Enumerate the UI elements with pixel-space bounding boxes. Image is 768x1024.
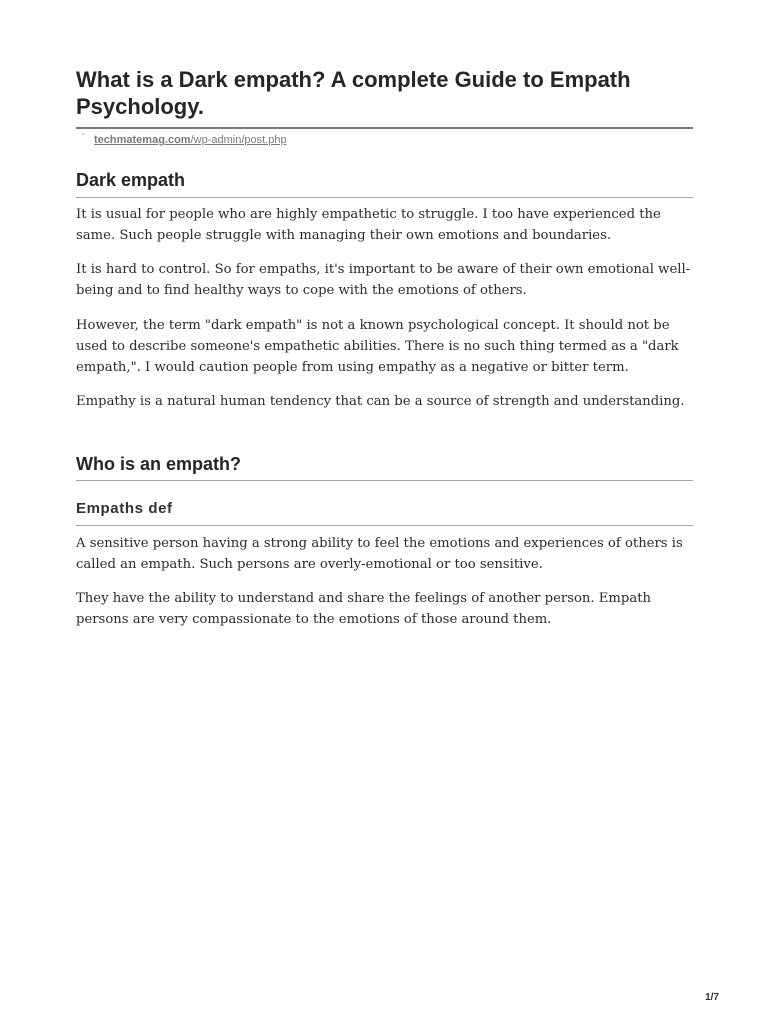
heading-who-is-empath: Who is an empath? [76, 454, 242, 474]
paragraph: It is usual for people who are highly empathetic to struggle. I too have experienced the same. Such people struggle with managing their own emotions and boundaries. [76, 207, 661, 243]
paragraph: They have the ability to understand and share the feelings of another person. Empath persons are very compassionate to the emotions of those around them. [76, 591, 652, 627]
heading-divider [76, 197, 693, 198]
page-number: 1/7 [705, 992, 719, 1003]
paragraph: However, the term "dark empath" is not a known psychological concept. It should not be used to describe someone's empathetic abilities. There is no such thing termed as a "dark empath,". I would caution people from using empathy as a negative or bitter term. [76, 318, 679, 375]
source-domain: techmatemag.com [94, 134, 191, 146]
heading-divider [76, 480, 693, 481]
heading-dark-empath: Dark empath [76, 170, 186, 190]
paragraph: It is hard to control. So for empaths, it's important to be aware of their own emotional well-being and to find healthy ways to cope with the emotions of others. [76, 262, 691, 298]
source-link[interactable] [94, 134, 287, 146]
paragraph: A sensitive person having a strong ability to feel the emotions and experiences of others is called an empath. Such persons are overly-emotional or too sensitive. [76, 536, 683, 572]
source-path: /wp-admin/post.php [190, 134, 287, 146]
paragraph: Empathy is a natural human tendency that can be a source of strength and understanding. [76, 394, 685, 409]
bullet-icon: ° [82, 133, 85, 140]
page-title: What is a Dark empath? A complete Guide to Empath Psychology. [76, 67, 631, 119]
subheading-divider [76, 525, 693, 526]
title-divider [76, 127, 693, 129]
subheading-empaths-def: Empaths def [76, 500, 173, 517]
source-line [76, 131, 287, 149]
